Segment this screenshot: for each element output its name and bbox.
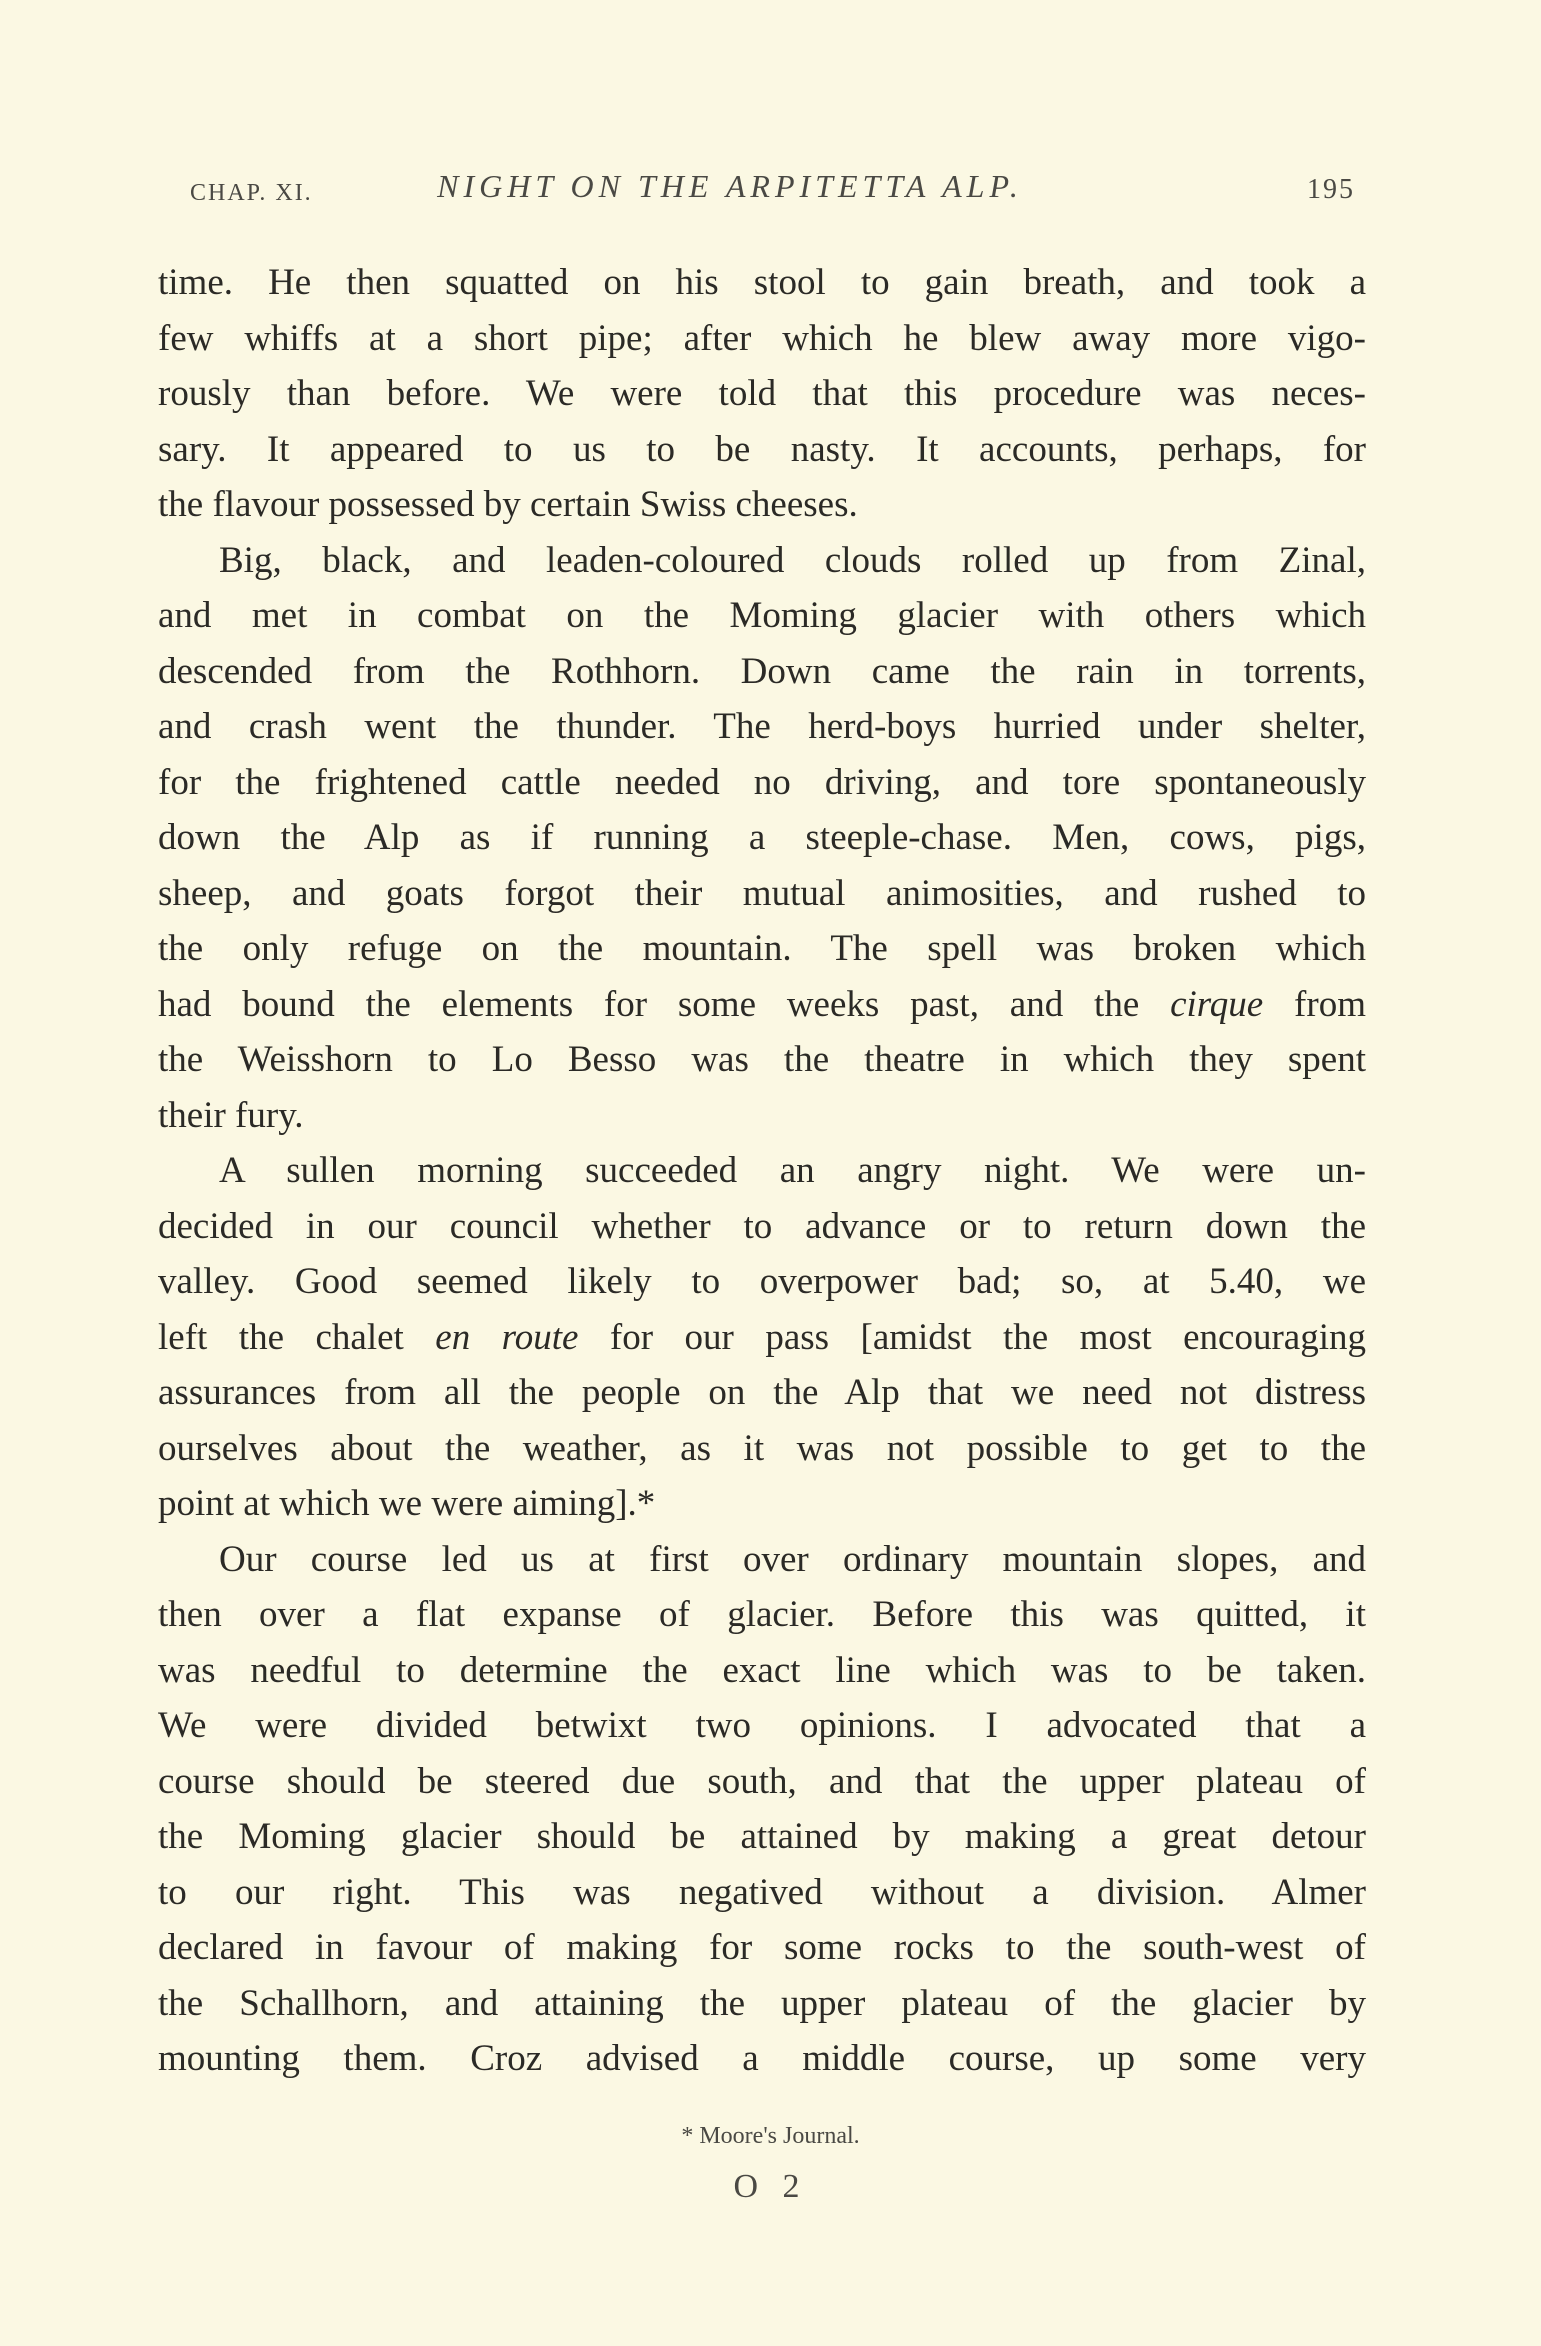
signature-mark: O 2 xyxy=(733,2168,808,2205)
text-line: Big, black, and leaden-coloured clouds rolled up from Zinal, xyxy=(219,539,1366,581)
text-line: time. He then squatted on his stool to gain breath, and took a xyxy=(158,262,1366,303)
text-line: point at which we were aiming].* xyxy=(158,1483,656,1524)
page-number: 195 xyxy=(1307,174,1355,205)
text-line: Our course led us at first over ordinary mountain slopes, and xyxy=(219,1538,1366,1580)
text-line: the Weisshorn to Lo Besso was the theatre in which they spent xyxy=(158,1039,1366,1080)
text-line: sary. It appeared to us to be nasty. It accounts, perhaps, for xyxy=(158,428,1366,470)
body-text xyxy=(158,255,1366,2087)
text-line: We were divided betwixt two opinions. I advocated that a xyxy=(158,1705,1366,1746)
text-line: the flavour possessed by certain Swiss cheeses. xyxy=(158,484,858,525)
text-line: the only refuge on the mountain. The spell was broken which xyxy=(158,928,1366,969)
text-line: the Schallhorn, and attaining the upper plateau of the glacier by xyxy=(158,1982,1366,2024)
text-line: to our right. This was negatived without a division. Almer xyxy=(158,1871,1366,1913)
text-line: ourselves about the weather, as it was not possible to get to the xyxy=(158,1427,1366,1469)
text-line: declared in favour of making for some rocks to the south-west of xyxy=(158,1927,1366,1968)
text-line: for the frightened cattle needed no driving, and tore spontaneously xyxy=(158,761,1366,803)
text-line: rously than before. We were told that this procedure was neces- xyxy=(158,373,1366,414)
text-line: then over a flat expanse of glacier. Before this was quitted, it xyxy=(158,1594,1366,1635)
text-line: A sullen morning succeeded an angry night. We were un- xyxy=(219,1150,1366,1191)
text-line: the Moming glacier should be attained by making a great detour xyxy=(158,1816,1366,1857)
text-line: down the Alp as if running a steeple-chase. Men, cows, pigs, xyxy=(158,817,1366,858)
running-head xyxy=(190,168,1355,208)
text-line-with-italic: had bound the elements for some weeks past, and the cirque from xyxy=(158,983,1366,1025)
text-line: course should be steered due south, and that the upper plateau of xyxy=(158,1760,1366,1802)
text-line: and crash went the thunder. The herd-boys hurried under shelter, xyxy=(158,706,1366,747)
text-line-with-italic: left the chalet en route for our pass [amidst the most encouraging xyxy=(158,1316,1366,1358)
text-line: was needful to determine the exact line which was to be taken. xyxy=(158,1649,1366,1691)
text-line: and met in combat on the Moming glacier with others which xyxy=(158,595,1366,636)
chapter-label: CHAP. XI. xyxy=(190,180,313,206)
text-line: valley. Good seemed likely to overpower bad; so, at 5.40, we xyxy=(158,1261,1366,1302)
text-line: descended from the Rothhorn. Down came the rain in torrents, xyxy=(158,650,1366,692)
text-line: sheep, and goats forgot their mutual animosities, and rushed to xyxy=(158,872,1366,914)
text-line: assurances from all the people on the Alp that we need not distress xyxy=(158,1372,1366,1413)
text-line: their fury. xyxy=(158,1094,304,1136)
text-line: few whiffs at a short pipe; after which he blew away more vigo- xyxy=(158,317,1366,359)
footnote: * Moore's Journal. xyxy=(681,2123,860,2149)
text-line: decided in our council whether to advance or to return down the xyxy=(158,1205,1366,1247)
running-title: NIGHT ON THE ARPITETTA ALP. xyxy=(437,168,1023,204)
text-line: mounting them. Croz advised a middle course, up some very xyxy=(158,2038,1366,2079)
